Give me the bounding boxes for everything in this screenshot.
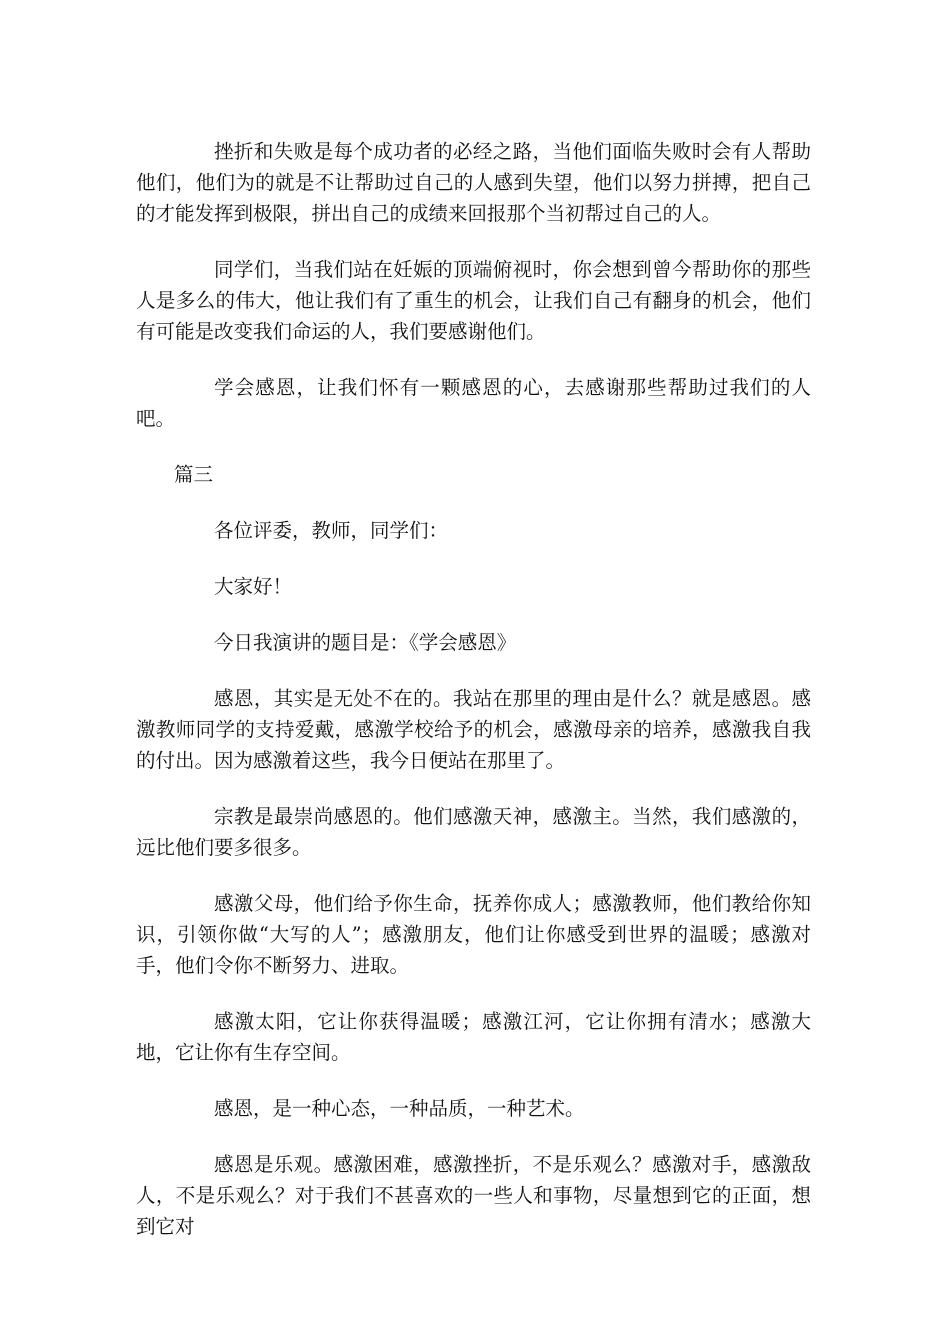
paragraph-religion: 宗教是最崇尚感恩的。他们感激天神，感激主。当然，我们感激的，远比他们要多很多。 <box>136 805 811 859</box>
paragraph-setbacks: 挫折和失败是每个成功者的必经之路，当他们面临失败时会有人帮助他们，他们为的就是不让帮助过自己的人感到失望，他们以努力拼搏，把自己的才能发挥到极限，拼出自己的成绩来回报那个当初帮过自己的人。 <box>136 140 811 225</box>
paragraph-greeting-judges: 各位评委，教师，同学们： <box>214 519 449 542</box>
paragraph-speech-title: 今日我演讲的题目是：《学会感恩》 <box>214 631 517 654</box>
paragraph-gratitude-everywhere: 感恩，其实是无处不在的。我站在那里的理由是什么？就是感恩。感激教师同学的支持爱戴，感激学校给予的机会，感激母亲的培养，感激我自我的付出。因为感激着这些，我今日便站在那里了。 <box>136 687 811 772</box>
paragraph-thank-nature: 感激太阳，它让你获得温暖；感激江河，它让你拥有清水；感激大地，它让你有生存空间。 <box>136 1010 811 1064</box>
paragraph-hello: 大家好！ <box>214 575 293 598</box>
paragraph-classmates: 同学们，当我们站在妊娠的顶端俯视时，你会想到曾今帮助你的那些人是多么的伟大，他让我们有了重生的机会，让我们自己有翻身的机会，他们有可能是改变我们命运的人，我们要感谢他们。 <box>136 258 811 343</box>
paragraph-gratitude-attitude: 感恩，是一种心态，一种品质，一种艺术。 <box>214 1097 585 1120</box>
paragraph-thank-people: 感激父母，他们给予你生命，抚养你成人；感激教师，他们教给你知识，引领你做“大写的人”；感激朋友，他们让你感受到世界的温暖；感激对手，他们令你不断努力、进取。 <box>136 892 811 977</box>
section-heading: 篇三 <box>174 463 214 486</box>
paragraph-learn-gratitude: 学会感恩，让我们怀有一颗感恩的心，去感谢那些帮助过我们的人吧。 <box>136 376 811 430</box>
paragraph-gratitude-optimism: 感恩是乐观。感激困难，感激挫折，不是乐观么？感激对手，感激敌人，不是乐观么？对于我们不甚喜欢的一些人和事物，尽量想到它的正面，想到它对 <box>136 1153 811 1238</box>
document-body <box>136 136 811 1267</box>
